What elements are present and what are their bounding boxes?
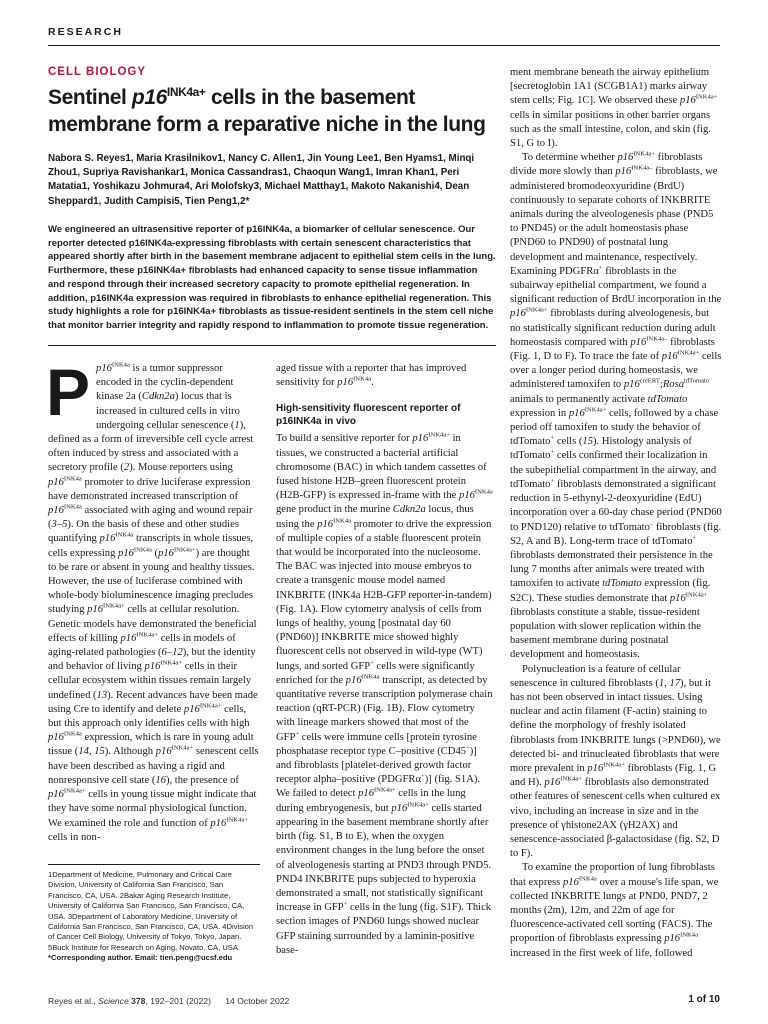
article-title [48,84,496,138]
dropcap: P [46,355,91,429]
footnote-rule [48,864,260,865]
body-column-1 [46,355,260,845]
page-number: 1 of 10 [688,994,720,1005]
col3-paragraph-4: To examine the proportion of lung fibroblasts that express $p16^{INK4a}$ over a mouse's life span, we collected INKBRITE lungs at PND0, PND7, 2 months (2m), 12m, and 22m of age for fluorescence-activated cell sorting (FACS). The proportion of fibroblasts expressing $p16^{INK4a}$ increased in the first week of life, followed [510,862,719,959]
page-footer-citation: Reyes et al., Science 378, 192–201 (2022) 14 October 2022 [48,996,290,1006]
col2-paragraph-1: aged tissue with a reporter that has improved sensitivity for $p16^{INK4a}$. [276,363,467,389]
title-part2: cells in the basement membrane form a reparative niche in the lung [48,86,486,136]
author-list [48,152,496,209]
col2-paragraph-2: To build a sensitive reporter for $p16^{INK4a+}$ in tissues, we constructed a bacterial artificial chromosome (BAC) in which tandem cassettes of fused histone H2B–green fluorescent protein (H2B-GFP) is expressed in-frame with the $p16^{INK4a}$ gene product in the murine Cdkn2a locus, thus using the $p16^{INK4a}$ promoter to drive the expression of multiple copies of a stable fluorescent protein that would be incorporated into the nucleosome. The BAC was injected into mouse embryos to create a transgenic mouse model named INKBRITE (INK4a H2B-GFP reporter-in-tandem) (Fig. 1A). Flow cytometry analysis of cells from lungs of healthy, young [postnatal day 60 (PND60)] INKBRITE mice showed highly fluorescent cells not observed in wild-type (WT) lungs, and sorted GFP+ cells were significantly enriched for the $p16^{INK4a}$ transcript, as detected by quantitative reverse transcription polymerase chain reaction (qRT-PCR) (Fig. 1B). Flow cytometry with lineage markers showed that most of the GFP+ cells were immune cells [protein tyrosine phosphatase receptor type C–positive (CD45+)] and fibroblasts [platelet-derived growth factor receptor alpha–positive (PDGFRα+)] (fig. S1A). We failed to detect $p16^{INK4a+}$ cells in the lung during embryogenesis, but $p16^{INK4a+}$ cells started appearing in the basement membrane shortly after birth (fig. S1, B to E), when the oxygen environment changes in the lung before the onset of alveologenesis starting at PND3 through PND5. PND4 INKBRITE pups subjected to hyperoxia demonstrated a small, not statistically significant increase in GFP+ cells in the lung (fig. S1F). Thick section images of PND60 lungs showed nuclear GFP staining surrounded by a laminin-positive base- [276,431,493,956]
running-head: RESEARCH [48,26,123,38]
abstract [48,223,496,333]
body-column-3 [510,66,722,961]
section-label: CELL BIOLOGY [48,66,147,78]
intro-paragraph: $Pp16^{INK4a}$ is a tumor suppressor encoded in the cyclin-dependent kinase 2a (Cdkn2a) locus that is increased in cultured cells in vitro undergoing cellular senescence (1), defined as a form of irreversible cell cycle arrest often induced by stress and associated with a secretory profile (2). Mouse reporters using $p16^{INK4a}$ promoter to drive luciferase expression have demonstrated increased transcription of $p16^{INK4a}$ associated with aging and wound repair (3–5). On the basis of these and other studies quantifying $p16^{INK4a}$ transcripts in whole tissues, cells expressing $p16^{INK4a}$ $(p16^{INK4a+})$ are thought to be rare or absent in young and healthy tissues. However, the use of luciferase combined with whole-body bioluminescence imaging precludes studying $p16^{INK4a+}$ cells at cellular resolution. Genetic models have demonstrated the beneficial effects of killing $p16^{INK4a+}$ cells in models of aging-related pathologies (6–12), but the identity and behavior of living $p16^{INK4a+}$ cells in their cellular ecosystem within tissues remain largely undefined (13). Recent advances have been made using Cre to identify and delete $p16^{INK4a+}$ cells, but this approach only identifies cells with high $p16^{INK4a}$ expression, which is rare in young adult tissue (14, 15). Although $p16^{INK4a+}$ senescent cells have been described as having a rigid and nonresponsive cell state (16), the presence of $p16^{INK4a+}$ cells in young tissue might indicate that they have some normal physiological function. We examined the role and function of $p16^{INK4a+}$ cells in non- [46,355,259,843]
title-part1: Sentinel [48,86,132,109]
footnotes [48,870,260,964]
body-column-2 [276,362,494,958]
header-rule [48,45,720,46]
col3-paragraph-2: To determine whether $p16^{INK4a+}$ fibroblasts divide more slowly than $p16^{INK4a-}$ fibroblasts, we administered bromodeoxyuridine (BrdU) continuously to separate cohorts of INKBRITE animals during the alveologenesis phase (PND5 to PND45) or the adult homeostasis phase (PND60 to PND90) of postnatal lung development and maintenance, respectively. Examining PDGFRα+ fibroblasts in the subairway epithelial compartment, we found a significant reduction of BrdU incorporation in the $p16^{INK4a+}$ fibroblasts during alveologenesis, but no statistically significant reduction during adult homeostasis compared with $p16^{INK4a-}$ fibroblasts (Fig. 1, D to F). To trace the fate of $p16^{INK4a+}$ cells over a longer period during homeostasis, we administered tamoxifen to $p16^{creERT};Rosa^{tdTomato}$ animals to permanently activate tdTomato expression in $p16^{INK4a+}$ cells, followed by a chase period off tamoxifen to study the behavior of tdTomato+ cells (15). Histology analysis of tdTomato+ cells confirmed their localization in the subepithelial compartment in the airway, and tdTomato+ fibroblasts demonstrated a significant reduction in 5-ethynyl-2-deoxyuridine (EdU) incorporation over a 60-day chase period (PND60 to PND120) relative to tdTomato– fibroblasts (fig. S2, A and B). Long-term trace of tdTomato+ fibroblasts demonstrated their persistence in the lung 7 months after animals were treated with tamoxifen to activate tdTomato expression (fig. S2C). These studies demonstrate that $p16^{INK4a+}$ fibroblasts constitute a stable, tissue-resident population with slower replication within the basement membrane during postnatal development and homeostasis. [510,150,722,661]
affiliations: 1Department of Medicine, Pulmonary and Critical Care Division, University of California San Francisco, San Francisco, CA, USA. 2Bakar Aging Research Institute, University of California San Francisco, San Francisco, CA, USA. 3Department of Laboratory Medicine, University of California San Francisco, San Francisco, CA, USA. 4Division of Cancer Cell Biology, University of Tokyo, Tokyo, Japan. 5Buck Institute for Research on Aging, Novato, CA, USA. [48,870,254,952]
author-names: Nabora S. Reyes1, Maria Krasilnikov1, Nancy C. Allen1, Jin Young Lee1, Ben Hyams1, Minqi Zhou1, Supriya Ravishankar1, Monica Cassandras1, Chaoqun Wang1, Imran Khan1, Peri Matatia1, Yoshikazu Johmura4, Ari Molofsky3, Michael Matthay1, Makoto Nakanishi4, Dean Sheppard1, Judith Campisi5, Tien Peng1,2* [48,153,475,207]
title-sup: INK4a+ [166,85,206,99]
abstract-rule [48,345,496,346]
publication-date: 14 October 2022 [225,996,290,1006]
title-gene: p16 [131,86,167,109]
col3-paragraph-3: Polynucleation is a feature of cellular senescence in cultured fibroblasts (1, 17), but it has not been observed in intact tissues. Using nuclear and actin filament (F-actin) staining to define the morphology of freshly isolated fibroblasts from INKBRITE lungs (>PND60), we detected bi- and trinucleated fibroblasts that were more prevalent in $p16^{INK4a+}$ fibroblasts (Fig. 1, G and H). $p16^{INK4a+}$ fibroblasts also demonstrated other features of senescent cells when cultured ex vivo, including an increase in size and in the presence of γhistone2AX (γH2AX) and senescence-associated β-galactosidase (fig. S2, D to F). [510,663,721,860]
col3-paragraph-1: ment membrane beneath the airway epithelium [secretoglobin 1A1 (SCGB1A1) marks airway stem cells; Fig. 1C]. We observed these $p16^{INK4a+}$ cells in similar positions in other barrier organs such as the small intestine, colon, and skin (fig. S1, G to I). [510,67,718,150]
abstract-text: We engineered an ultrasensitive reporter of p16INK4a, a biomarker of cellular senescence. Our reporter detected p16INK4a-expressing fibroblasts with certain senescent characteristics that appeared shortly after birth in the basement membrane adjacent to epithelial stem cells in the lung. Furthermore, these p16INK4a+ fibroblasts had enhanced capacity to sense tissue inflammation and respond through their increased secretory capacity to promote epithelial regeneration. In addition, p16INK4a expression was required in fibroblasts to enhance epithelial regeneration. This study highlights a role for p16INK4a+ fibroblasts as tissue-resident sentinels in the stem cell niche that monitor barrier integrity and rapidly respond to inflammation to promote tissue regeneration. [48,224,496,331]
corresponding-author: *Corresponding author. Email: tien.peng@ucsf.edu [48,953,233,963]
section-subheading: High-sensitivity fluorescent reporter of p16INK4a in vivo [276,403,461,428]
